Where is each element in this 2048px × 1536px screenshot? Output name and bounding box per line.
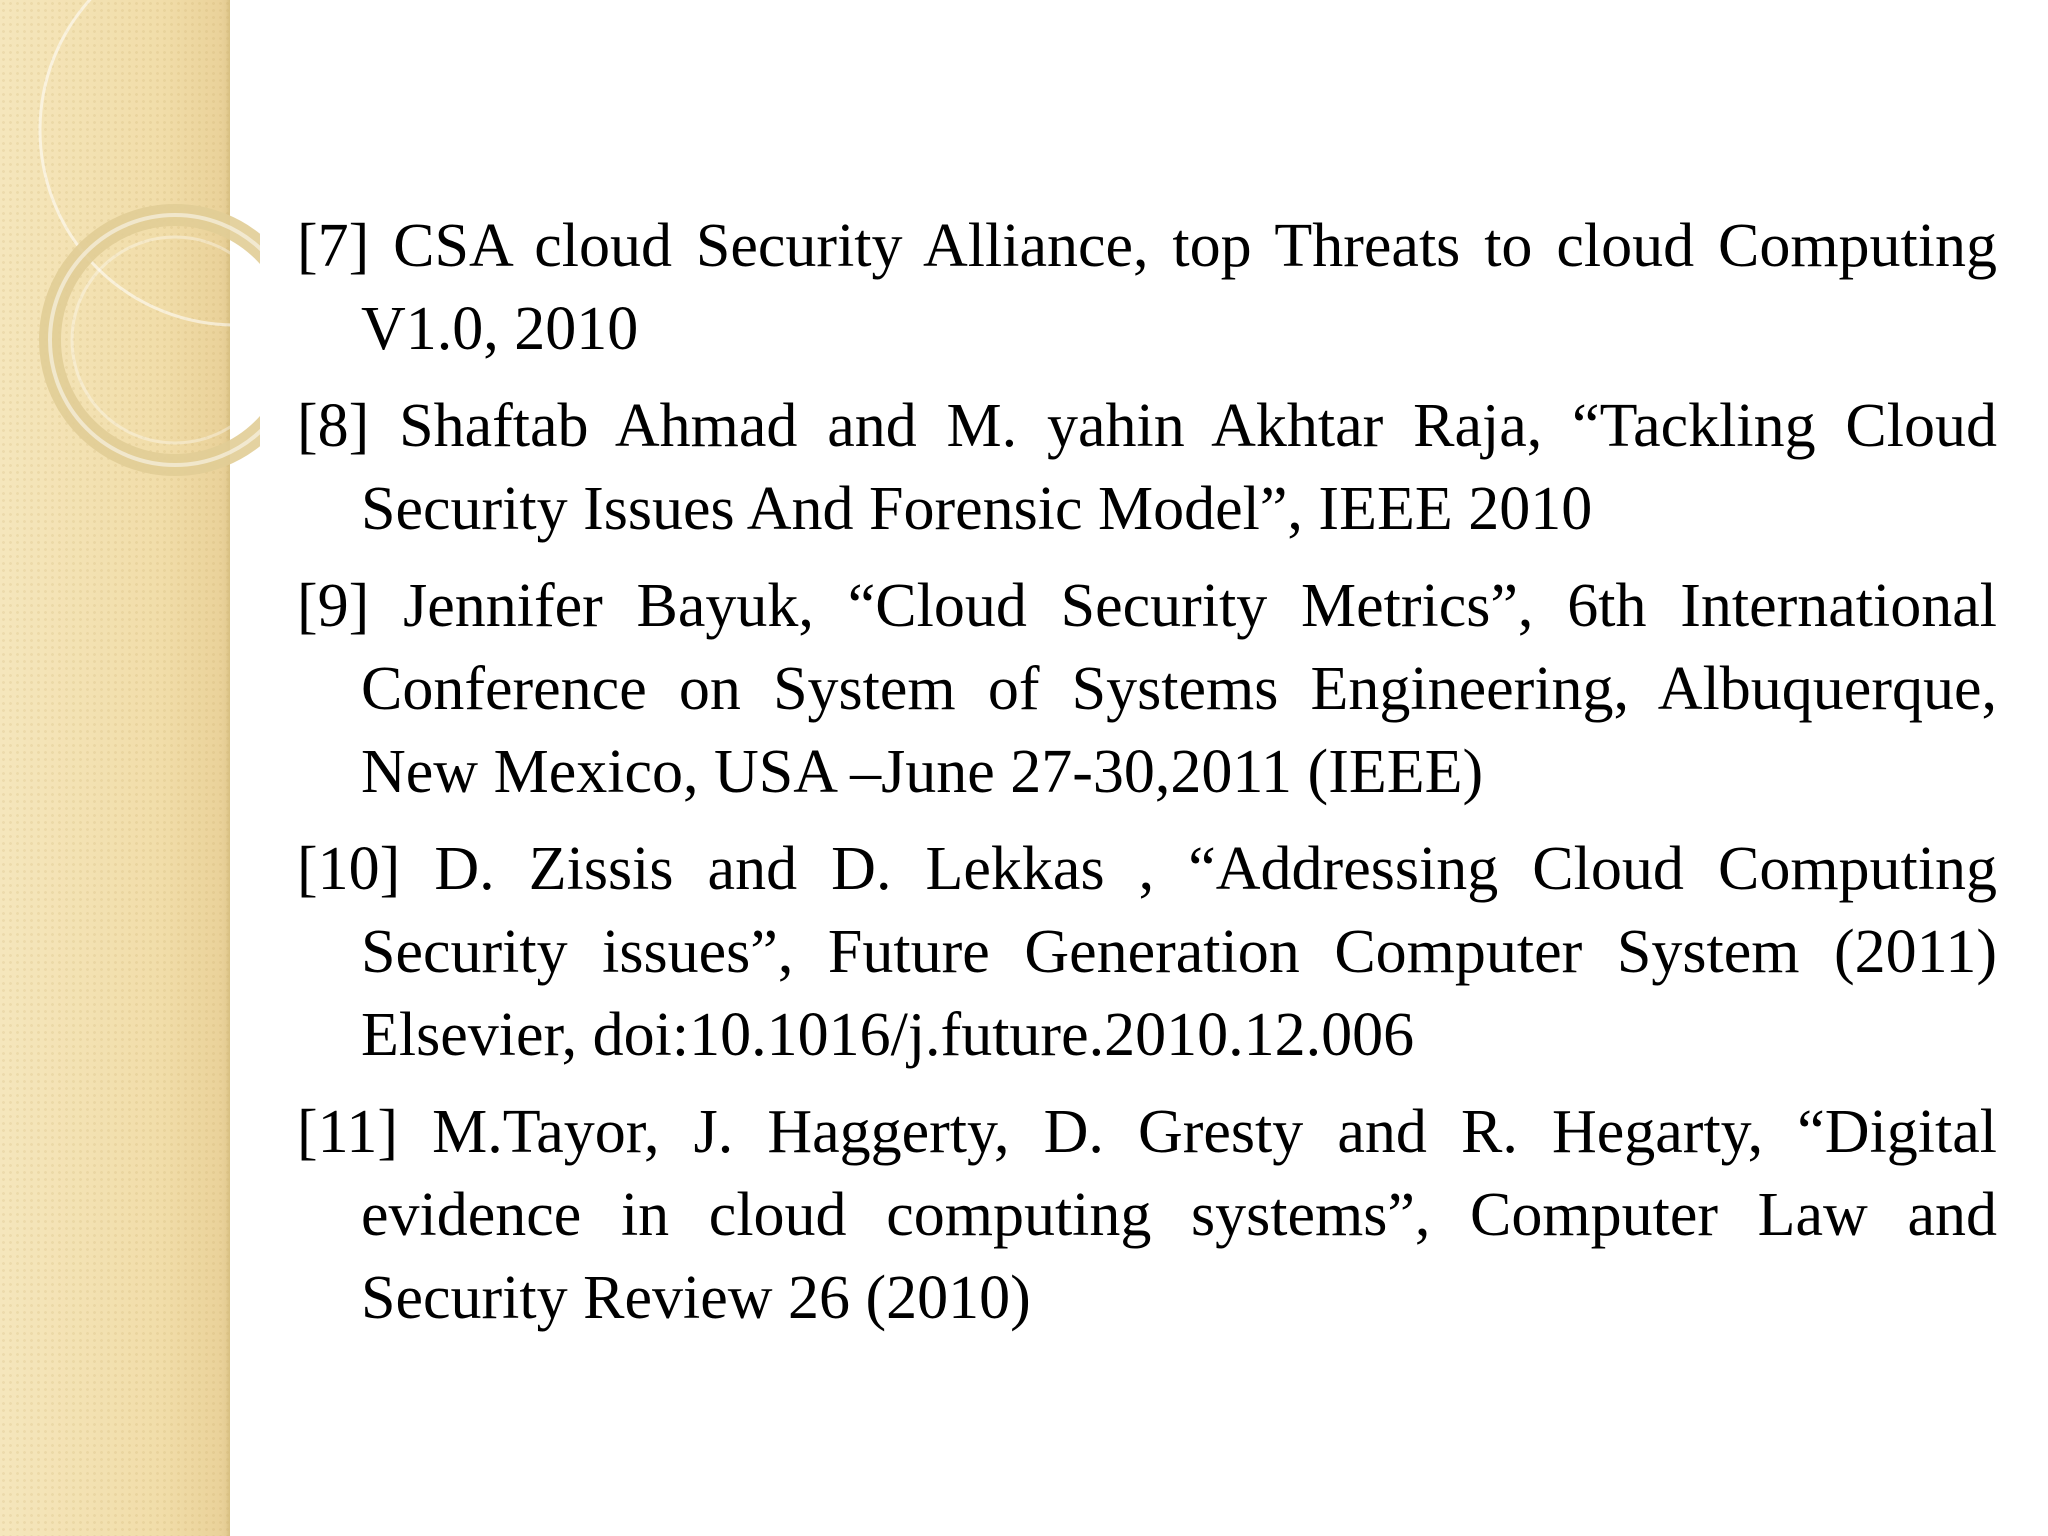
reference-item: [9] Jennifer Bayuk, “Cloud Security Metrics”, 6th International Conference on System of Systems Engineering, Albuquerque, New Mexico, USA –June 27-30,2011 (IEEE) <box>297 572 1997 806</box>
reference-item: [11] M.Tayor, J. Haggerty, D. Gresty and R. Hegarty, “Digital evidence in cloud computing systems”, Computer Law and Security Review 26 (2010) <box>297 1098 1997 1332</box>
reference-item: [10] D. Zissis and D. Lekkas , “Addressing Cloud Computing Security issues”, Future Generation Computer System (2011) Elsevier, doi:10.1016/j.future.2010.12.006 <box>297 835 1997 1069</box>
reference-item: [7] CSA cloud Security Alliance, top Threats to cloud Computing V1.0, 2010 <box>297 212 1997 363</box>
reference-item: [8] Shaftab Ahmad and M. yahin Akhtar Raja, “Tackling Cloud Security Issues And Forensic Model”, IEEE 2010 <box>297 392 1997 543</box>
references-list <box>297 205 1997 1354</box>
decorative-rings-graphic <box>0 0 260 520</box>
